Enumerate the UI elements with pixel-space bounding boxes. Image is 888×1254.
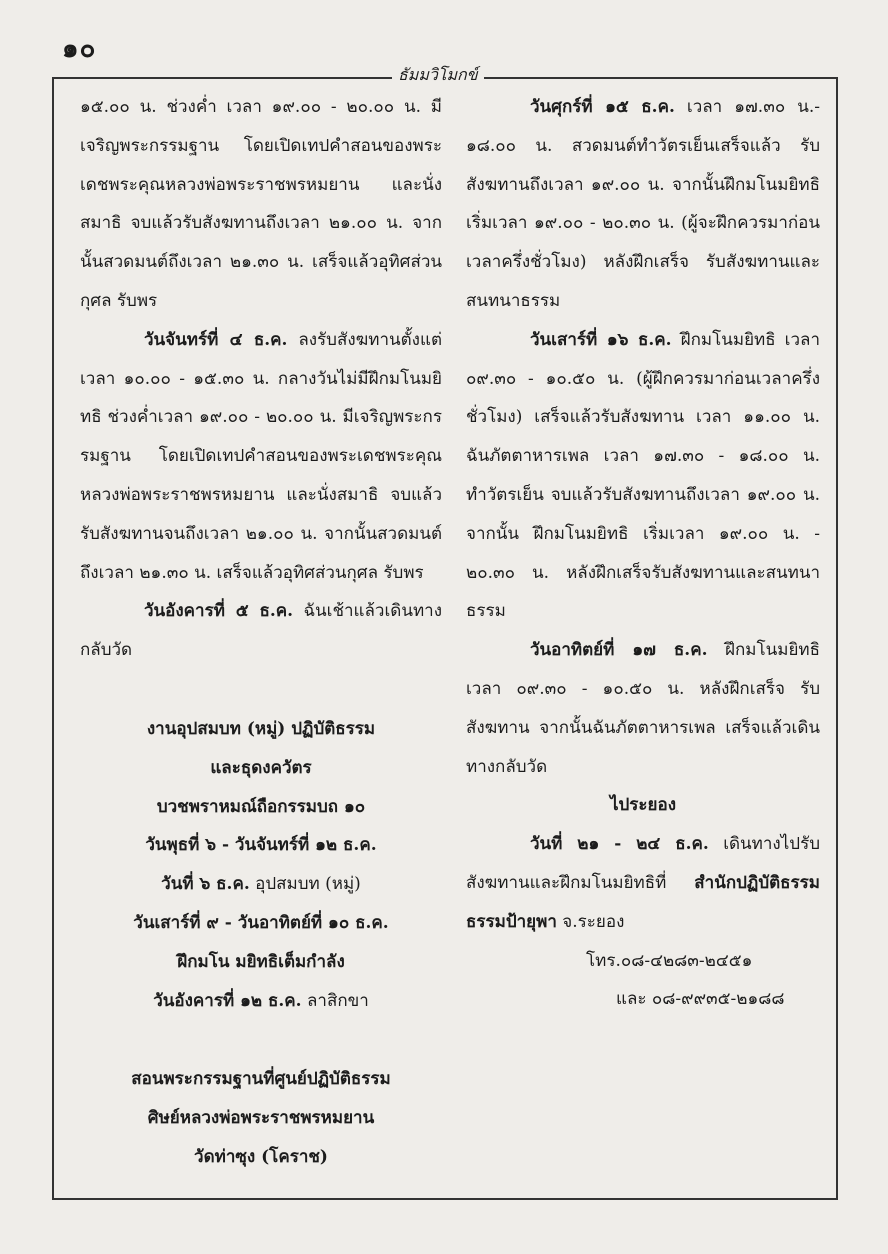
teaching-heading-2: ศิษย์หลวงพ่อพระราชพรหมยาน — [147, 1108, 375, 1129]
teaching-section — [80, 1060, 442, 1176]
paragraph-text: ฝึกมโนมยิทธิ เวลา ๐๙.๓๐ - ๑๐.๕๐ น. หลังฝึกเสร็จ รับสังฆทาน จากนั้นฉันภัตตาหารเพล เสร็จแล้วเดินทางกลับวัด — [466, 640, 820, 777]
phone-number-2: และ ๐๘-๙๙๓๕-๒๑๘๘ — [616, 989, 785, 1010]
paragraph-monday — [80, 321, 442, 593]
paragraph-text: เวลา ๑๗.๓๐ น.- ๑๘.๐๐ น. สวดมนต์ทำวัตรเย็นเสร็จแล้ว รับสังฆทานถึงเวลา ๑๙.๐๐ น. จากนั้นฝึกมโนมยิทธิ เริ่มเวลา ๑๙.๐๐ - ๒๐.๓๐ น. (ผู้จะฝึกควรมาก่อนเวลาครึ่งชั่วโมง) หลังฝึกเสร็จ รับสังฆทานและสนทนาธรรม — [466, 97, 820, 311]
day-label: วันอาทิตย์ที่ ๑๗ ธ.ค. — [530, 640, 708, 661]
paragraph-text: เดินทางไปรับสังฆทานและฝึกมโนมยิทธิที่ — [466, 834, 820, 893]
phone-number-1: โทร.๐๘-๔๒๘๓-๒๔๕๑ — [586, 950, 753, 971]
place-name: สำนักปฏิบัติธรรมธรรมป้ายุพา — [466, 872, 820, 932]
day-label: วันอังคารที่ ๑๒ ธ.ค. — [153, 990, 302, 1011]
disrobe-day — [80, 982, 442, 1021]
paragraph-saturday — [466, 321, 820, 631]
day-label: วันเสาร์ที่ ๑๖ ธ.ค. — [530, 329, 672, 350]
day-label: วันที่ ๖ ธ.ค. — [161, 874, 250, 895]
left-column — [80, 88, 442, 1177]
ordination-heading-3: บวชพราหมณ์ถือกรรมบถ ๑๐ — [156, 796, 366, 817]
day-label: วันที่ ๒๑ - ๒๔ ธ.ค. — [530, 834, 709, 855]
day-label: วันศุกร์ที่ ๑๕ ธ.ค. — [530, 97, 675, 117]
paragraph-text: ฝึกมโนมยิทธิ เวลา ๐๙.๓๐ - ๑๐.๕๐ น. (ผู้ฝึกควรมาก่อนเวลาครึ่งชั่วโมง) เสร็จแล้วรับสังฆทาน เวลา ๑๑.๐๐ น. ฉันภัตตาหารเพล เวลา ๑๗.๓๐ - ๑๘.๐๐ น. ทำวัตรเย็น จบแล้วรับสังฆทานถึงเวลา ๑๙.๐๐ น. จากนั้น ฝึกมโนมยิทธิ เริ่มเวลา ๑๙.๐๐ น. - ๒๐.๓๐ น. หลังฝึกเสร็จรับสังฆทานและสนทนาธรรม — [466, 329, 820, 622]
paragraph-sunday-evening: ๑๕.๐๐ น. ช่วงค่ำ เวลา ๑๙.๐๐ - ๒๐.๐๐ น. มีเจริญพระกรรมฐาน โดยเปิดเทปคำสอนของพระเดชพระคุณหลวงพ่อพระราชพรหมยาน และนั่งสมาธิ จบแล้วรับสังฆทานถึงเวลา ๒๑.๐๐ น. จากนั้นสวดมนต์ถึงเวลา ๒๑.๓๐ น. เสร็จแล้วอุทิศส่วนกุศล รับพร — [80, 97, 442, 311]
paragraph-friday — [466, 88, 820, 321]
teaching-heading-3: วัดท่าซุง (โคราช) — [194, 1146, 328, 1167]
teaching-heading-1: สอนพระกรรมฐานที่ศูนย์ปฏิบัติธรรม — [131, 1069, 391, 1090]
paragraph-tuesday — [80, 592, 442, 670]
paragraph-rayong — [466, 825, 820, 941]
day-text: ลาสิกขา — [301, 990, 369, 1011]
ordination-section — [80, 710, 442, 1020]
rayong-heading: ไประยอง — [609, 795, 677, 816]
province-text: จ.ระยอง — [556, 911, 625, 932]
ordination-day — [80, 865, 442, 904]
paragraph-text: ฉันเช้าแล้วเดินทางกลับวัด — [80, 601, 442, 661]
paragraph-sunday — [466, 631, 820, 786]
day-text: อุปสมบท (หมู่) — [249, 874, 361, 895]
paragraph-text: ลงรับสังฆทานตั้งแต่เวลา ๑๐.๐๐ - ๑๕.๓๐ น. กลางวันไม่มีฝึกมโนมยิทธิ ช่วงค่ำเวลา ๑๙.๐๐ - ๒๐.๐๐ น. มีเจริญพระกรรมฐาน โดยเปิดเทปคำสอนของพระเดชพระคุณหลวงพ่อพระราชพรหมยาน และนั่งสมาธิ จบแล้วรับสังฆทานจนถึงเวลา ๒๑.๐๐ น. จากนั้นสวดมนต์ถึงเวลา ๒๑.๓๐ น. เสร็จแล้วอุทิศส่วนกุศล รับพร — [80, 329, 442, 583]
practice-text: ฝึกมโน มยิทธิเต็มกำลัง — [177, 951, 345, 972]
practice-dates: วันเสาร์ที่ ๙ - วันอาทิตย์ที่ ๑๐ ธ.ค. — [133, 912, 389, 933]
ordination-heading-1: งานอุปสมบท (หมู่) ปฏิบัติธรรม — [146, 718, 376, 739]
page-number: ๑๐ — [62, 34, 97, 64]
ordination-dates: วันพุธที่ ๖ - วันจันทร์ที่ ๑๒ ธ.ค. — [145, 835, 377, 856]
ordination-heading-2: และธุดงควัตร — [210, 757, 312, 778]
running-header: ธัมมวิโมกข์ — [392, 63, 484, 88]
right-column — [466, 88, 820, 1019]
day-label: วันอังคารที่ ๕ ธ.ค. — [144, 601, 294, 622]
day-label: วันจันทร์ที่ ๔ ธ.ค. — [144, 329, 288, 350]
